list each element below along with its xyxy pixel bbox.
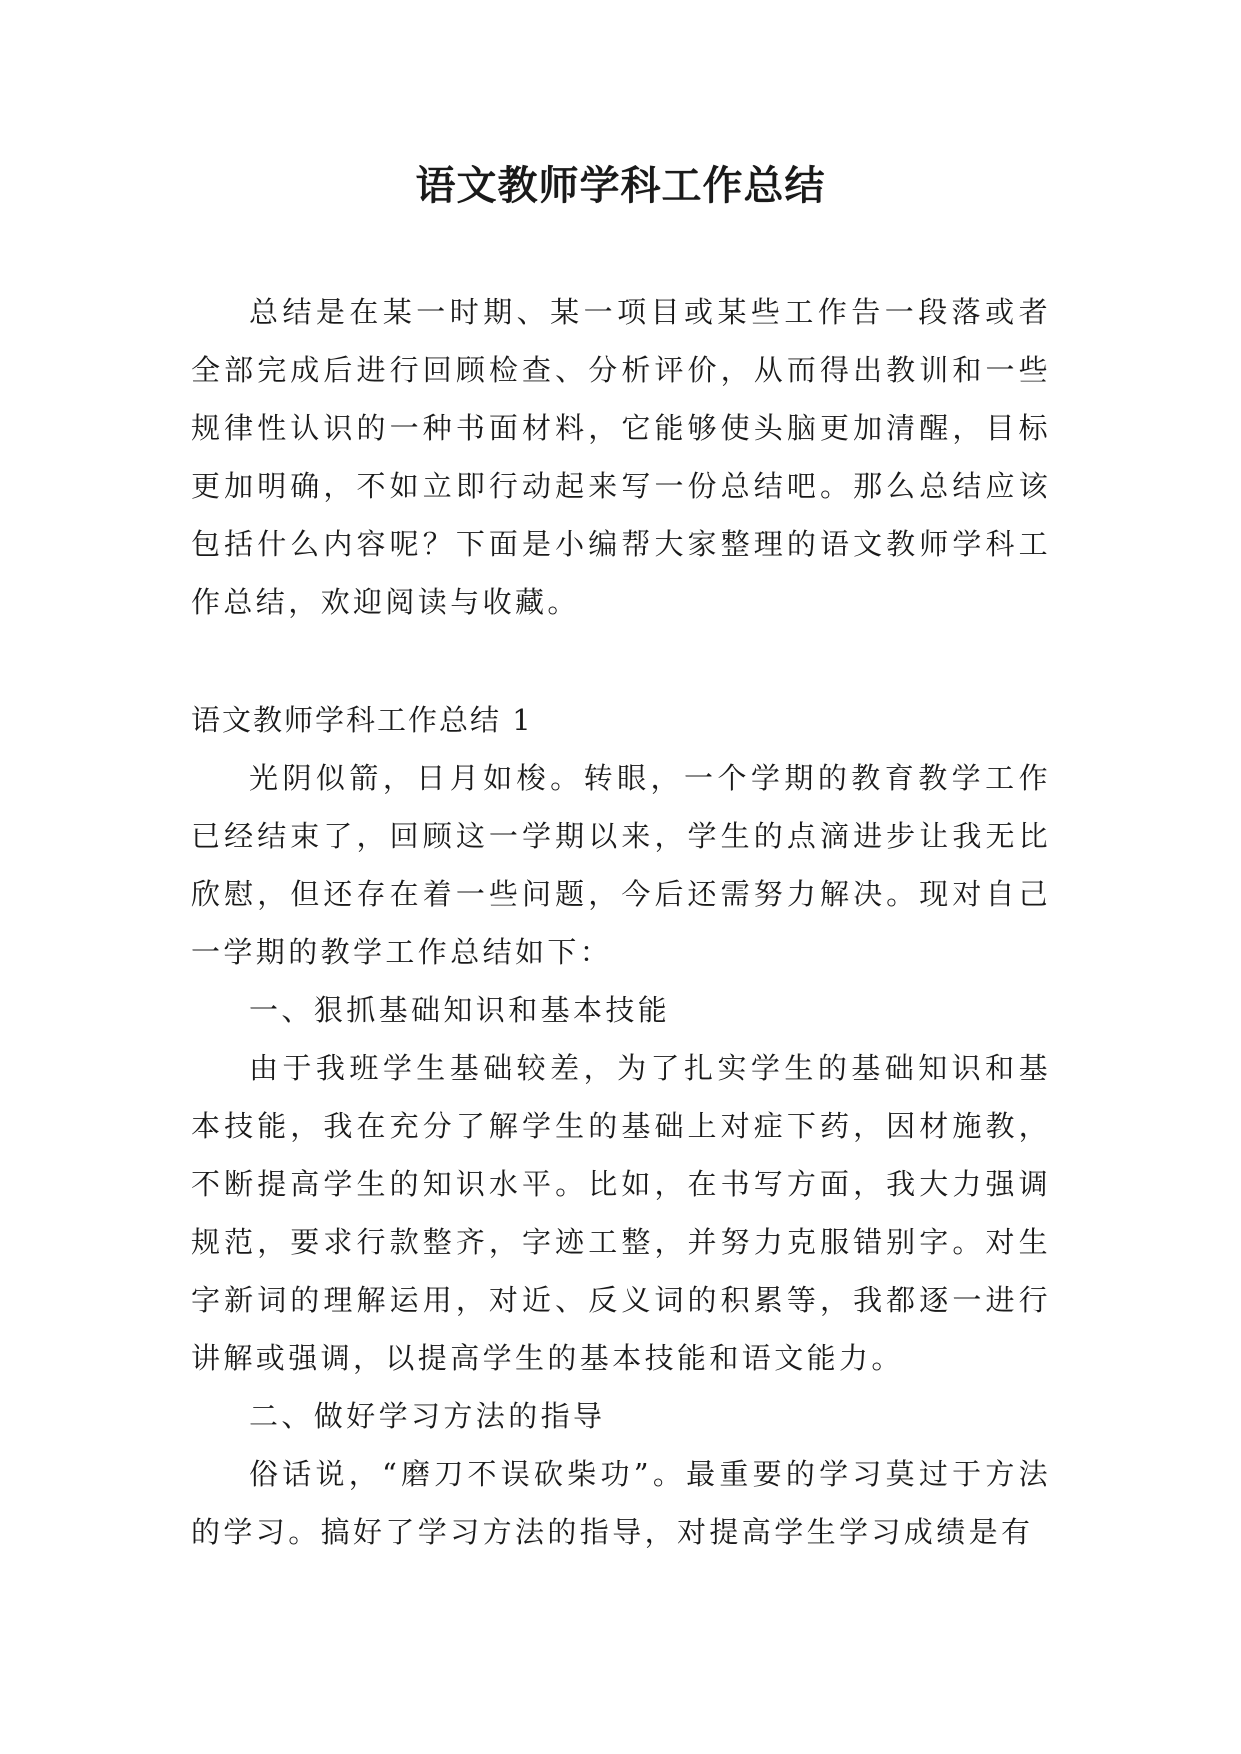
subheading-basic-skills: 一、狠抓基础知识和基本技能 [249, 993, 671, 1027]
section-heading: 语文教师学科工作总结 1 [191, 703, 533, 737]
intro-paragraph: 总结是在某一时期、某一项目或某些工作告一段落或者全部完成后进行回顾检查、分析评价，从而得出教训和一些规律性认识的一种书面材料，它能够使头脑更加清醒，目标更加明确，不如立即行动起来写一份总结吧。那么总结应该包括什么内容呢？下面是小编帮大家整理的语文教师学科工作总结，欢迎阅读与收藏。 [191, 295, 1051, 619]
paragraph-basic-skills: 由于我班学生基础较差，为了扎实学生的基础知识和基本技能，我在充分了解学生的基础上对症下药，因材施教，不断提高学生的知识水平。比如，在书写方面，我大力强调规范，要求行款整齐，字迹工整，并努力克服错别字。对生字新词的理解运用，对近、反义词的积累等，我都逐一进行讲解或强调，以提高学生的基本技能和语文能力。 [191, 1051, 1051, 1375]
paragraph-opening: 光阴似箭，日月如梭。转眼，一个学期的教育教学工作已经结束了，回顾这一学期以来，学生的点滴进步让我无比欣慰，但还存在着一些问题，今后还需努力解决。现对自己一学期的教学工作总结如下： [191, 761, 1051, 969]
subheading-study-methods: 二、做好学习方法的指导 [249, 1399, 606, 1433]
document-title: 语文教师学科工作总结 [415, 162, 826, 209]
section-body [191, 749, 1051, 1561]
paragraph-study-methods: 俗话说，“磨刀不误砍柴功”。最重要的学习莫过于方法的学习。搞好了学习方法的指导，对提高学生学习成绩是有 [191, 1457, 1051, 1549]
